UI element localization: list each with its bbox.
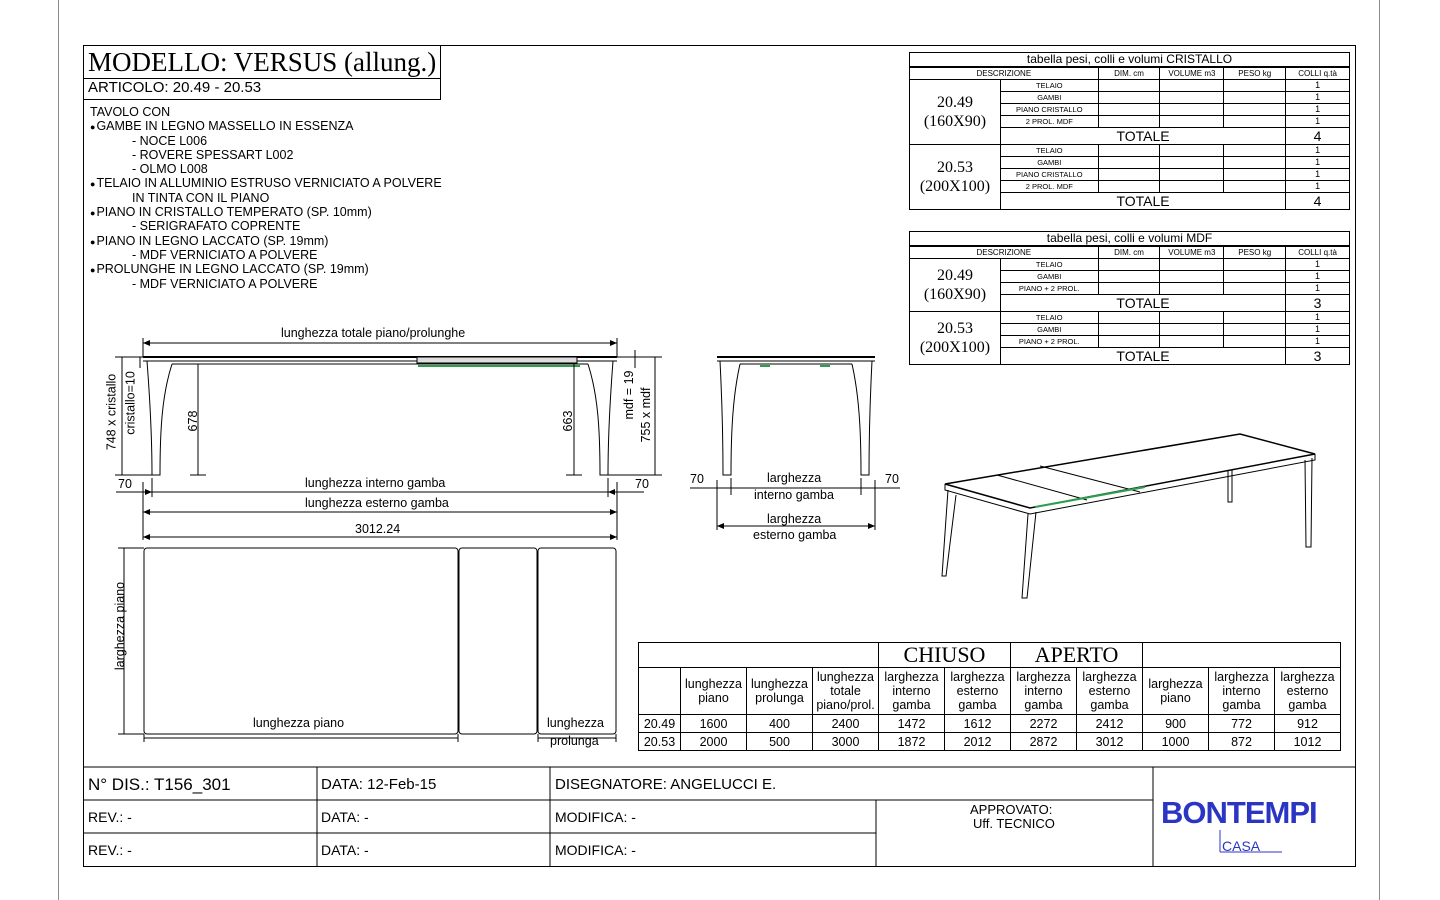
- col-header: VOLUME m3: [1160, 246, 1224, 259]
- label-side-interno: interno gamba: [754, 488, 834, 502]
- modifica-2: MODIFICA: -: [555, 842, 636, 858]
- label-side-70-right: 70: [885, 472, 899, 486]
- row-qty: 1: [1286, 80, 1350, 92]
- rev-1: REV.: -: [88, 809, 132, 825]
- spec-line: ● PIANO IN LEGNO LACCATO (SP. 19mm): [88, 234, 442, 248]
- col-header: DIM. cm: [1098, 246, 1160, 259]
- article-code: ARTICOLO: 20.49 - 20.53: [88, 79, 262, 96]
- spec-line: IN TINTA CON IL PIANO: [132, 190, 270, 205]
- label-side-70-left: 70: [690, 472, 704, 486]
- dim-cell: 1012: [1275, 733, 1341, 751]
- bontempi-logo: BONTEMPI: [1161, 795, 1317, 830]
- label-esterno-gamba: lunghezza esterno gamba: [305, 496, 449, 510]
- col-header: VOLUME m3: [1160, 67, 1224, 80]
- row-qty: 1: [1286, 271, 1350, 283]
- label-748: 748 x cristallo: [104, 373, 119, 451]
- row-qty: 1: [1286, 169, 1350, 181]
- row-qty: 1: [1286, 145, 1350, 157]
- dim-cell: 3012: [1077, 733, 1143, 751]
- row-desc: TELAIO: [1000, 259, 1098, 271]
- label-lunghezza-piano: lunghezza piano: [253, 716, 345, 730]
- row-qty: 1: [1286, 116, 1350, 128]
- dim-cell: 2400: [813, 715, 879, 733]
- dim-col-header: larghezza piano: [1143, 668, 1209, 715]
- label-70-left: 70: [118, 477, 132, 491]
- label-larghezza-piano: larghezza piano: [113, 581, 127, 671]
- spec-line: - OLMO L008: [132, 162, 208, 177]
- spec-line: - ROVERE SPESSART L002: [132, 147, 294, 162]
- label-side-larghezza-2: larghezza: [767, 512, 822, 526]
- dim-col-header: larghezza interno gamba: [1011, 668, 1077, 715]
- weights-caption: tabella pesi, colli e volumi CRISTALLO: [910, 53, 1350, 68]
- label-mdf19: mdf = 19: [622, 370, 636, 420]
- col-header: COLLI q.tà: [1286, 67, 1350, 80]
- spec-line: - MDF VERNICIATO A POLVERE: [132, 247, 318, 262]
- dim-col-header: lunghezza prolunga: [747, 668, 813, 715]
- col-header: PESO kg: [1224, 67, 1286, 80]
- label-side-esterno: esterno gamba: [753, 528, 837, 542]
- total-label: TOTALE: [1000, 348, 1285, 365]
- row-desc: GAMBI: [1000, 157, 1098, 169]
- model-title: MODELLO: VERSUS (allung.): [88, 47, 437, 77]
- row-qty: 1: [1286, 324, 1350, 336]
- col-header: DESCRIZIONE: [910, 246, 1099, 259]
- col-header: COLLI q.tà: [1286, 246, 1350, 259]
- row-qty: 1: [1286, 283, 1350, 295]
- dim-cell: 1472: [879, 715, 945, 733]
- total-label: TOTALE: [1000, 193, 1285, 210]
- row-qty: 1: [1286, 104, 1350, 116]
- spec-line: ● PROLUNGHE IN LEGNO LACCATO (SP. 19mm): [88, 262, 442, 276]
- total-qty: 4: [1286, 193, 1350, 210]
- dim-cell: 2412: [1077, 715, 1143, 733]
- dim-col-header: larghezza esterno gamba: [1077, 668, 1143, 715]
- row-desc: GAMBI: [1000, 324, 1098, 336]
- dim-cell: 872: [1209, 733, 1275, 751]
- dim-cell: 2012: [945, 733, 1011, 751]
- row-desc: GAMBI: [1000, 92, 1098, 104]
- spec-line: ● GAMBE IN LEGNO MASSELLO IN ESSENZA: [88, 119, 442, 133]
- dim-cell: 1600: [681, 715, 747, 733]
- label-interno-gamba: lunghezza interno gamba: [305, 476, 446, 490]
- label-70-right: 70: [635, 477, 649, 491]
- chiuso-header: CHIUSO: [879, 643, 1011, 668]
- label-prolunga: prolunga: [550, 734, 599, 748]
- dim-cell: 2272: [1011, 715, 1077, 733]
- dim-cell: 1872: [879, 733, 945, 751]
- row-desc: GAMBI: [1000, 271, 1098, 283]
- dim-cell: 912: [1275, 715, 1341, 733]
- dim-col-header: larghezza esterno gamba: [945, 668, 1011, 715]
- dim-col-header: larghezza esterno gamba: [1275, 668, 1341, 715]
- dim-cell: 2000: [681, 733, 747, 751]
- row-desc: 2 PROL. MDF: [1000, 181, 1098, 193]
- label-663: 663: [561, 410, 575, 432]
- row-desc: TELAIO: [1000, 145, 1098, 157]
- approvato: APPROVATO:: [970, 802, 1053, 817]
- row-desc: PIANO + 2 PROL.: [1000, 283, 1098, 295]
- dim-cell: 20.53: [639, 733, 681, 751]
- row-desc: TELAIO: [1000, 80, 1098, 92]
- designer: DISEGNATORE: ANGELUCCI E.: [555, 776, 777, 793]
- group-code: 20.53 (200X100): [910, 312, 1001, 365]
- aperto-header: APERTO: [1011, 643, 1143, 668]
- dim-cell: 1612: [945, 715, 1011, 733]
- spec-line: TAVOLO CON: [90, 105, 171, 119]
- row-qty: 1: [1286, 92, 1350, 104]
- row-desc: 2 PROL. MDF: [1000, 116, 1098, 128]
- col-header: DESCRIZIONE: [910, 67, 1099, 80]
- label-755: 755 x mdf: [639, 387, 653, 443]
- dim-col-header: lunghezza totale piano/prol.: [813, 668, 879, 715]
- label-678: 678: [186, 410, 200, 432]
- total-label: TOTALE: [1000, 295, 1285, 312]
- col-header: DIM. cm: [1098, 67, 1160, 80]
- row-qty: 1: [1286, 312, 1350, 324]
- spec-line: - SERIGRAFATO COPRENTE: [132, 219, 301, 234]
- spec-line: ● TELAIO IN ALLUMINIO ESTRUSO VERNICIATO A POLVERE: [88, 176, 442, 190]
- rev-2: REV.: -: [88, 842, 132, 858]
- total-qty: 3: [1286, 295, 1350, 312]
- date-1: DATA: 12-Feb-15: [321, 776, 437, 793]
- row-desc: PIANO + 2 PROL.: [1000, 336, 1098, 348]
- total-qty: 4: [1286, 128, 1350, 145]
- row-qty: 1: [1286, 336, 1350, 348]
- dim-col-header: lunghezza piano: [681, 668, 747, 715]
- dim-col-header: larghezza interno gamba: [879, 668, 945, 715]
- spec-line: - MDF VERNICIATO A POLVERE: [132, 276, 318, 291]
- label-total-length: lunghezza totale piano/prolunghe: [281, 326, 466, 340]
- casa-label: CASA: [1222, 838, 1261, 854]
- row-desc: PIANO CRISTALLO: [1000, 169, 1098, 181]
- modifica-1: MODIFICA: -: [555, 809, 636, 825]
- dim-cell: 900: [1143, 715, 1209, 733]
- spec-line: ● PIANO IN CRISTALLO TEMPERATO (SP. 10mm): [88, 205, 442, 219]
- row-qty: 1: [1286, 181, 1350, 193]
- dim-cell: 772: [1209, 715, 1275, 733]
- row-desc: TELAIO: [1000, 312, 1098, 324]
- row-qty: 1: [1286, 259, 1350, 271]
- label-lunghezza: lunghezza: [547, 716, 604, 730]
- uff-tecnico: Uff. TECNICO: [973, 816, 1055, 831]
- date-3: DATA: -: [321, 842, 369, 858]
- drawing-number: N° DIS.: T156_301: [88, 775, 231, 794]
- weights-caption: tabella pesi, colli e volumi MDF: [910, 232, 1350, 247]
- label-side-larghezza: larghezza: [767, 471, 822, 485]
- total-label: TOTALE: [1000, 128, 1285, 145]
- label-3012: 3012.24: [355, 522, 401, 536]
- dim-cell: 400: [747, 715, 813, 733]
- dim-col-header: larghezza interno gamba: [1209, 668, 1275, 715]
- dim-cell: 500: [747, 733, 813, 751]
- dim-cell: 3000: [813, 733, 879, 751]
- total-qty: 3: [1286, 348, 1350, 365]
- col-header: PESO kg: [1224, 246, 1286, 259]
- group-code: 20.49 (160X90): [910, 80, 1001, 145]
- dim-cell: 1000: [1143, 733, 1209, 751]
- label-cristallo10: cristallo=10: [123, 371, 138, 435]
- group-code: 20.49 (160X90): [910, 259, 1001, 312]
- dim-cell: 2872: [1011, 733, 1077, 751]
- group-code: 20.53 (200X100): [910, 145, 1001, 210]
- dim-cell: 20.49: [639, 715, 681, 733]
- date-2: DATA: -: [321, 809, 369, 825]
- row-desc: PIANO CRISTALLO: [1000, 104, 1098, 116]
- row-qty: 1: [1286, 157, 1350, 169]
- spec-line: - NOCE L006: [132, 133, 208, 148]
